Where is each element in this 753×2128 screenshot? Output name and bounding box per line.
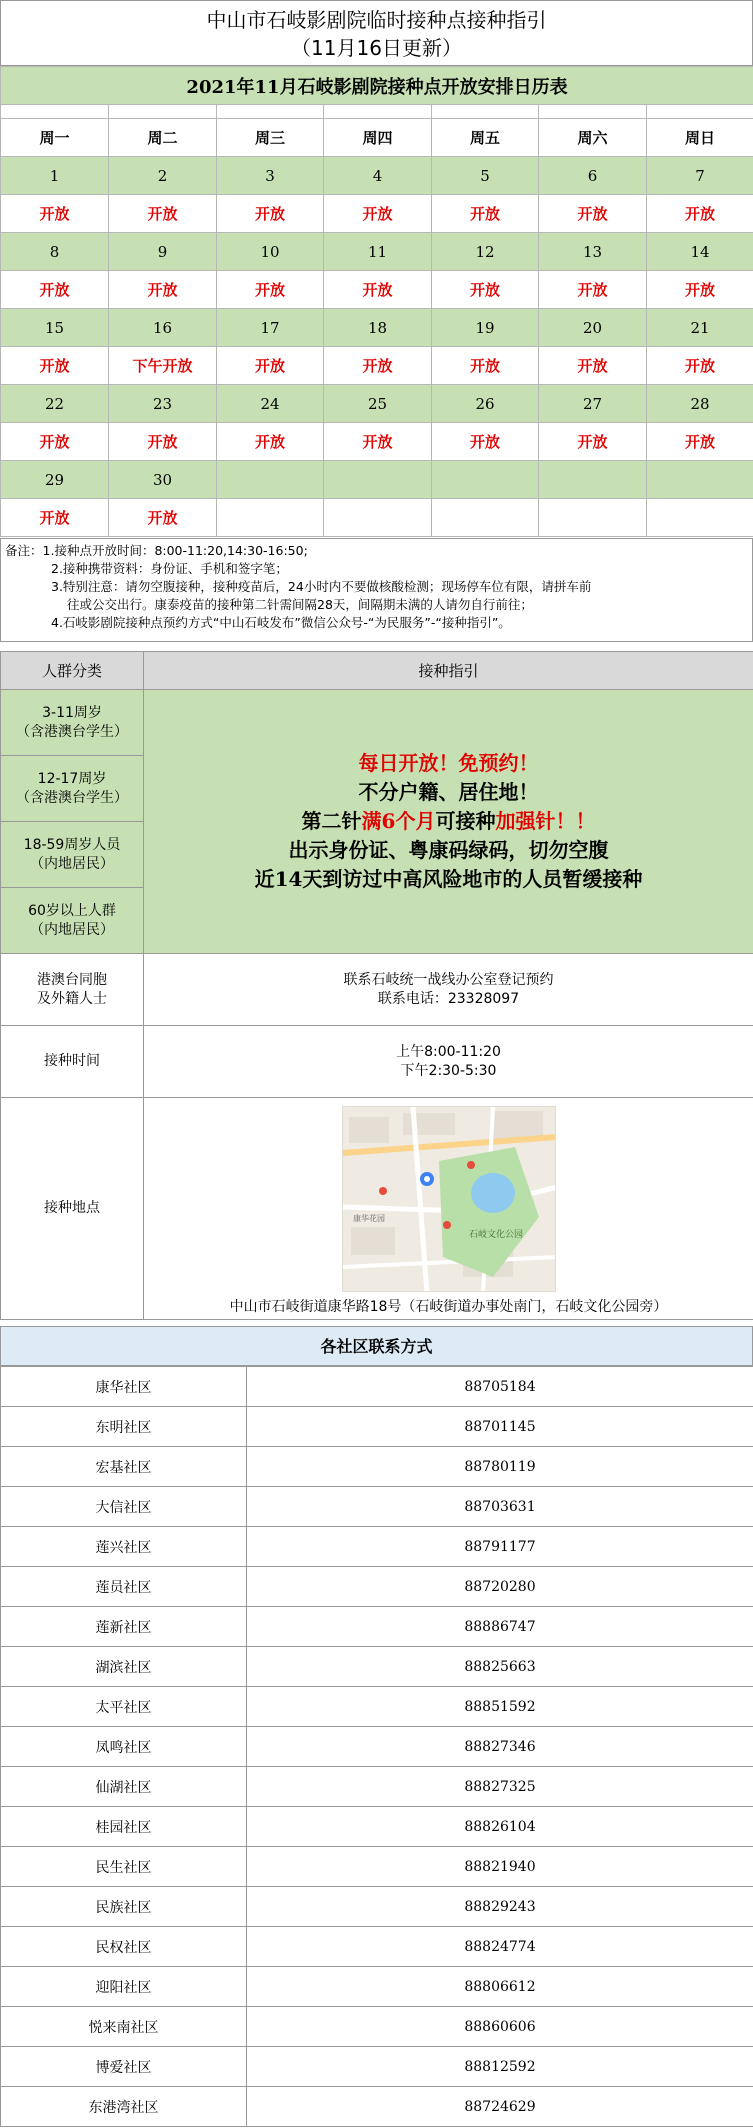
weekday-fri: 周五 <box>432 119 539 157</box>
page-title <box>0 0 753 66</box>
status-cell: 开放 <box>647 271 753 309</box>
community-name: 民权社区 <box>1 1927 247 1967</box>
time-info-cell <box>144 1026 753 1098</box>
table-row <box>1 1367 753 1407</box>
weekday-row <box>1 119 753 157</box>
status-cell <box>539 499 647 537</box>
community-phone: 88806612 <box>247 1967 753 2007</box>
date-cell: 3 <box>217 157 324 195</box>
main-line-3-d: 加强针！！ <box>495 809 596 833</box>
community-name: 东明社区 <box>1 1407 247 1447</box>
table-row <box>1 2087 753 2127</box>
note-4: 4.石岐影剧院接种点预约方式“中山石岐发布”微信公众号-“为民服务”-“接种指引”。 <box>51 615 511 630</box>
status-cell: 开放 <box>324 195 432 233</box>
community-name: 博爱社区 <box>1 2047 247 2087</box>
status-cell: 开放 <box>1 499 109 537</box>
hk-label-cell <box>1 954 144 1026</box>
table-row <box>1 1687 753 1727</box>
status-cell: 开放 <box>432 271 539 309</box>
community-phone: 88701145 <box>247 1407 753 1447</box>
date-cell: 18 <box>324 309 432 347</box>
date-cell: 16 <box>109 309 217 347</box>
status-cell: 开放 <box>432 195 539 233</box>
weekday-wed: 周三 <box>217 119 324 157</box>
date-cell: 26 <box>432 385 539 423</box>
location-map <box>342 1106 556 1292</box>
date-cell: 28 <box>647 385 753 423</box>
main-line-1: 每日开放！免预约！ <box>358 751 539 775</box>
time-label: 接种时间 <box>1 1026 144 1098</box>
community-name: 桂园社区 <box>1 1807 247 1847</box>
status-cell: 开放 <box>109 423 217 461</box>
community-name: 莲员社区 <box>1 1567 247 1607</box>
table-row <box>1 1767 753 1807</box>
status-cell: 开放 <box>539 271 647 309</box>
group-sublabel: （内地居民） <box>30 921 114 938</box>
main-line-4: 出示身份证、粤康码绿码，切勿空腹 <box>288 838 609 862</box>
main-line-3-b: 满6个月 <box>361 809 436 833</box>
community-phone: 88886747 <box>247 1607 753 1647</box>
status-cell: 下午开放 <box>109 347 217 385</box>
date-cell: 11 <box>324 233 432 271</box>
date-cell: 25 <box>324 385 432 423</box>
communities-title: 各社区联系方式 <box>0 1326 753 1366</box>
group-12-17 <box>1 756 144 822</box>
group-sublabel: （含港澳台学生） <box>16 723 128 740</box>
status-cell: 开放 <box>647 423 753 461</box>
note-2: 2.接种携带资料：身份证、手机和签字笔； <box>51 561 288 576</box>
place-label: 接种地点 <box>1 1098 144 1320</box>
map-label-residence: 康华花园 <box>352 1214 385 1223</box>
table-row <box>1 1807 753 1847</box>
main-guide-cell <box>144 690 753 954</box>
table-row <box>1 1927 753 1967</box>
note-3a: 3.特别注意：请勿空腹接种，接种疫苗后，24小时内不要做核酸检测；现场停车位有限，请拼车前 <box>51 579 592 594</box>
date-row <box>1 309 753 347</box>
group-18-59 <box>1 822 144 888</box>
hk-label-1: 港澳台同胞 <box>37 971 107 988</box>
date-row <box>1 233 753 271</box>
table-row <box>1 1527 753 1567</box>
community-name: 民生社区 <box>1 1847 247 1887</box>
date-cell: 5 <box>432 157 539 195</box>
status-row <box>1 195 753 233</box>
hk-label-2: 及外籍人士 <box>37 990 107 1007</box>
community-phone: 88812592 <box>247 2047 753 2087</box>
status-cell: 开放 <box>217 347 324 385</box>
date-cell: 24 <box>217 385 324 423</box>
date-cell <box>217 461 324 499</box>
date-row <box>1 385 753 423</box>
main-line-3 <box>146 807 751 836</box>
group-label: 60岁以上人群 <box>28 902 116 919</box>
date-cell: 9 <box>109 233 217 271</box>
group-sublabel: （含港澳台学生） <box>16 789 128 806</box>
community-phone: 88825663 <box>247 1647 753 1687</box>
hk-text: 联系石岐统一战线办公室登记预约 <box>343 971 554 988</box>
notes-prefix: 备注： <box>5 543 43 558</box>
community-phone: 88827346 <box>247 1727 753 1767</box>
date-cell: 21 <box>647 309 753 347</box>
note-3b: 往或公交出行。康泰疫苗的接种第二针需间隔28天，间隔期未满的人请勿自行前往； <box>67 597 533 612</box>
notes <box>0 538 753 642</box>
table-row <box>1 1407 753 1447</box>
status-row <box>1 423 753 461</box>
date-cell: 7 <box>647 157 753 195</box>
community-name: 莲新社区 <box>1 1607 247 1647</box>
map-graphic <box>343 1107 556 1292</box>
status-cell: 开放 <box>647 347 753 385</box>
status-cell: 开放 <box>109 499 217 537</box>
status-cell <box>432 499 539 537</box>
table-row <box>1 2047 753 2087</box>
community-name: 太平社区 <box>1 1687 247 1727</box>
community-phone: 88827325 <box>247 1767 753 1807</box>
weekday-mon: 周一 <box>1 119 109 157</box>
status-row <box>1 499 753 537</box>
group-sublabel: （内地居民） <box>30 855 114 872</box>
community-phone: 88703631 <box>247 1487 753 1527</box>
table-row <box>1 1647 753 1687</box>
calendar-heading: 2021年11月石岐影剧院接种点开放安排日历表 <box>1 67 753 105</box>
status-cell: 开放 <box>647 195 753 233</box>
date-row <box>1 461 753 499</box>
main-line-3-a: 第二针 <box>301 809 362 833</box>
community-phone: 88821940 <box>247 1847 753 1887</box>
status-cell: 开放 <box>109 195 217 233</box>
date-cell: 12 <box>432 233 539 271</box>
table-row <box>1 1567 753 1607</box>
date-cell: 15 <box>1 309 109 347</box>
group-label: 12-17周岁 <box>37 770 107 787</box>
map-label-park: 石岐文化公园 <box>468 1230 523 1240</box>
weekday-sun: 周日 <box>647 119 753 157</box>
date-cell <box>324 461 432 499</box>
community-phone: 88705184 <box>247 1367 753 1407</box>
date-cell: 1 <box>1 157 109 195</box>
date-row <box>1 157 753 195</box>
hk-info-cell <box>144 954 753 1026</box>
date-cell: 10 <box>217 233 324 271</box>
status-cell: 开放 <box>539 195 647 233</box>
date-cell <box>539 461 647 499</box>
status-row <box>1 271 753 309</box>
date-cell: 6 <box>539 157 647 195</box>
calendar-table <box>0 66 753 537</box>
title-line-1: 中山市石岐影剧院临时接种点接种指引 <box>206 8 547 32</box>
status-cell: 开放 <box>432 423 539 461</box>
status-cell: 开放 <box>324 423 432 461</box>
date-cell: 13 <box>539 233 647 271</box>
group-3-11 <box>1 690 144 756</box>
community-phone: 88791177 <box>247 1527 753 1567</box>
date-cell <box>432 461 539 499</box>
date-cell: 14 <box>647 233 753 271</box>
status-cell: 开放 <box>1 195 109 233</box>
community-name: 凤鸣社区 <box>1 1727 247 1767</box>
main-line-3-c: 可接种 <box>435 809 496 833</box>
status-cell: 开放 <box>217 271 324 309</box>
community-phone: 88780119 <box>247 1447 753 1487</box>
community-phone: 88826104 <box>247 1807 753 1847</box>
date-cell: 30 <box>109 461 217 499</box>
community-name: 莲兴社区 <box>1 1527 247 1567</box>
status-cell <box>647 499 753 537</box>
time-pm: 下午2:30-5:30 <box>400 1062 497 1079</box>
community-phone: 88851592 <box>247 1687 753 1727</box>
community-name: 悦来南社区 <box>1 2007 247 2047</box>
table-row <box>1 1887 753 1927</box>
status-cell: 开放 <box>539 423 647 461</box>
status-cell: 开放 <box>217 423 324 461</box>
date-cell: 8 <box>1 233 109 271</box>
main-line-2: 不分户籍、居住地！ <box>358 780 539 804</box>
group-60-plus <box>1 888 144 954</box>
date-cell: 22 <box>1 385 109 423</box>
status-cell: 开放 <box>432 347 539 385</box>
status-cell: 开放 <box>1 423 109 461</box>
place-info-cell <box>144 1098 753 1320</box>
community-phone: 88724629 <box>247 2087 753 2127</box>
date-cell <box>647 461 753 499</box>
time-am: 上午8:00-11:20 <box>396 1043 501 1060</box>
title-line-2: （11月16日更新） <box>291 36 462 60</box>
table-row <box>1 1607 753 1647</box>
weekday-thu: 周四 <box>324 119 432 157</box>
status-cell <box>217 499 324 537</box>
status-row <box>1 347 753 385</box>
status-cell <box>324 499 432 537</box>
date-cell: 20 <box>539 309 647 347</box>
note-1: 1.接种点开放时间：8:00-11:20,14:30-16:50; <box>42 543 308 558</box>
community-name: 仙湖社区 <box>1 1767 247 1807</box>
community-phone: 88829243 <box>247 1887 753 1927</box>
weekday-sat: 周六 <box>539 119 647 157</box>
date-cell: 23 <box>109 385 217 423</box>
guide-col-group: 人群分类 <box>1 652 144 690</box>
table-row <box>1 1847 753 1887</box>
community-phone: 88720280 <box>247 1567 753 1607</box>
table-row <box>1 1487 753 1527</box>
date-cell: 19 <box>432 309 539 347</box>
community-name: 民族社区 <box>1 1887 247 1927</box>
community-name: 宏基社区 <box>1 1447 247 1487</box>
status-cell: 开放 <box>324 347 432 385</box>
table-row <box>1 2007 753 2047</box>
guide-col-guide: 接种指引 <box>144 652 753 690</box>
table-row <box>1 1727 753 1767</box>
date-cell: 27 <box>539 385 647 423</box>
date-cell: 17 <box>217 309 324 347</box>
place-address: 中山市石岐街道康华路18号（石岐街道办事处南门，石岐文化公园旁） <box>229 1299 668 1315</box>
status-cell: 开放 <box>1 347 109 385</box>
date-cell: 2 <box>109 157 217 195</box>
community-name: 迎阳社区 <box>1 1967 247 2007</box>
main-line-5: 近14天到访过中高风险地市的人员暂缓接种 <box>254 867 643 891</box>
community-name: 湖滨社区 <box>1 1647 247 1687</box>
table-row <box>1 1447 753 1487</box>
weekday-tue: 周二 <box>109 119 217 157</box>
community-phone: 88860606 <box>247 2007 753 2047</box>
community-name: 东港湾社区 <box>1 2087 247 2127</box>
community-name: 康华社区 <box>1 1367 247 1407</box>
status-cell: 开放 <box>109 271 217 309</box>
status-cell: 开放 <box>539 347 647 385</box>
group-label: 3-11周岁 <box>42 704 102 721</box>
date-cell: 4 <box>324 157 432 195</box>
communities-table <box>0 1366 753 2127</box>
group-label: 18-59周岁人员 <box>23 836 121 853</box>
status-cell: 开放 <box>1 271 109 309</box>
table-row <box>1 1967 753 2007</box>
guide-table <box>0 651 753 1320</box>
status-cell: 开放 <box>217 195 324 233</box>
community-name: 大信社区 <box>1 1487 247 1527</box>
community-phone: 88824774 <box>247 1927 753 1967</box>
date-cell: 29 <box>1 461 109 499</box>
status-cell: 开放 <box>324 271 432 309</box>
hk-phone: 联系电话：23328097 <box>377 990 520 1007</box>
